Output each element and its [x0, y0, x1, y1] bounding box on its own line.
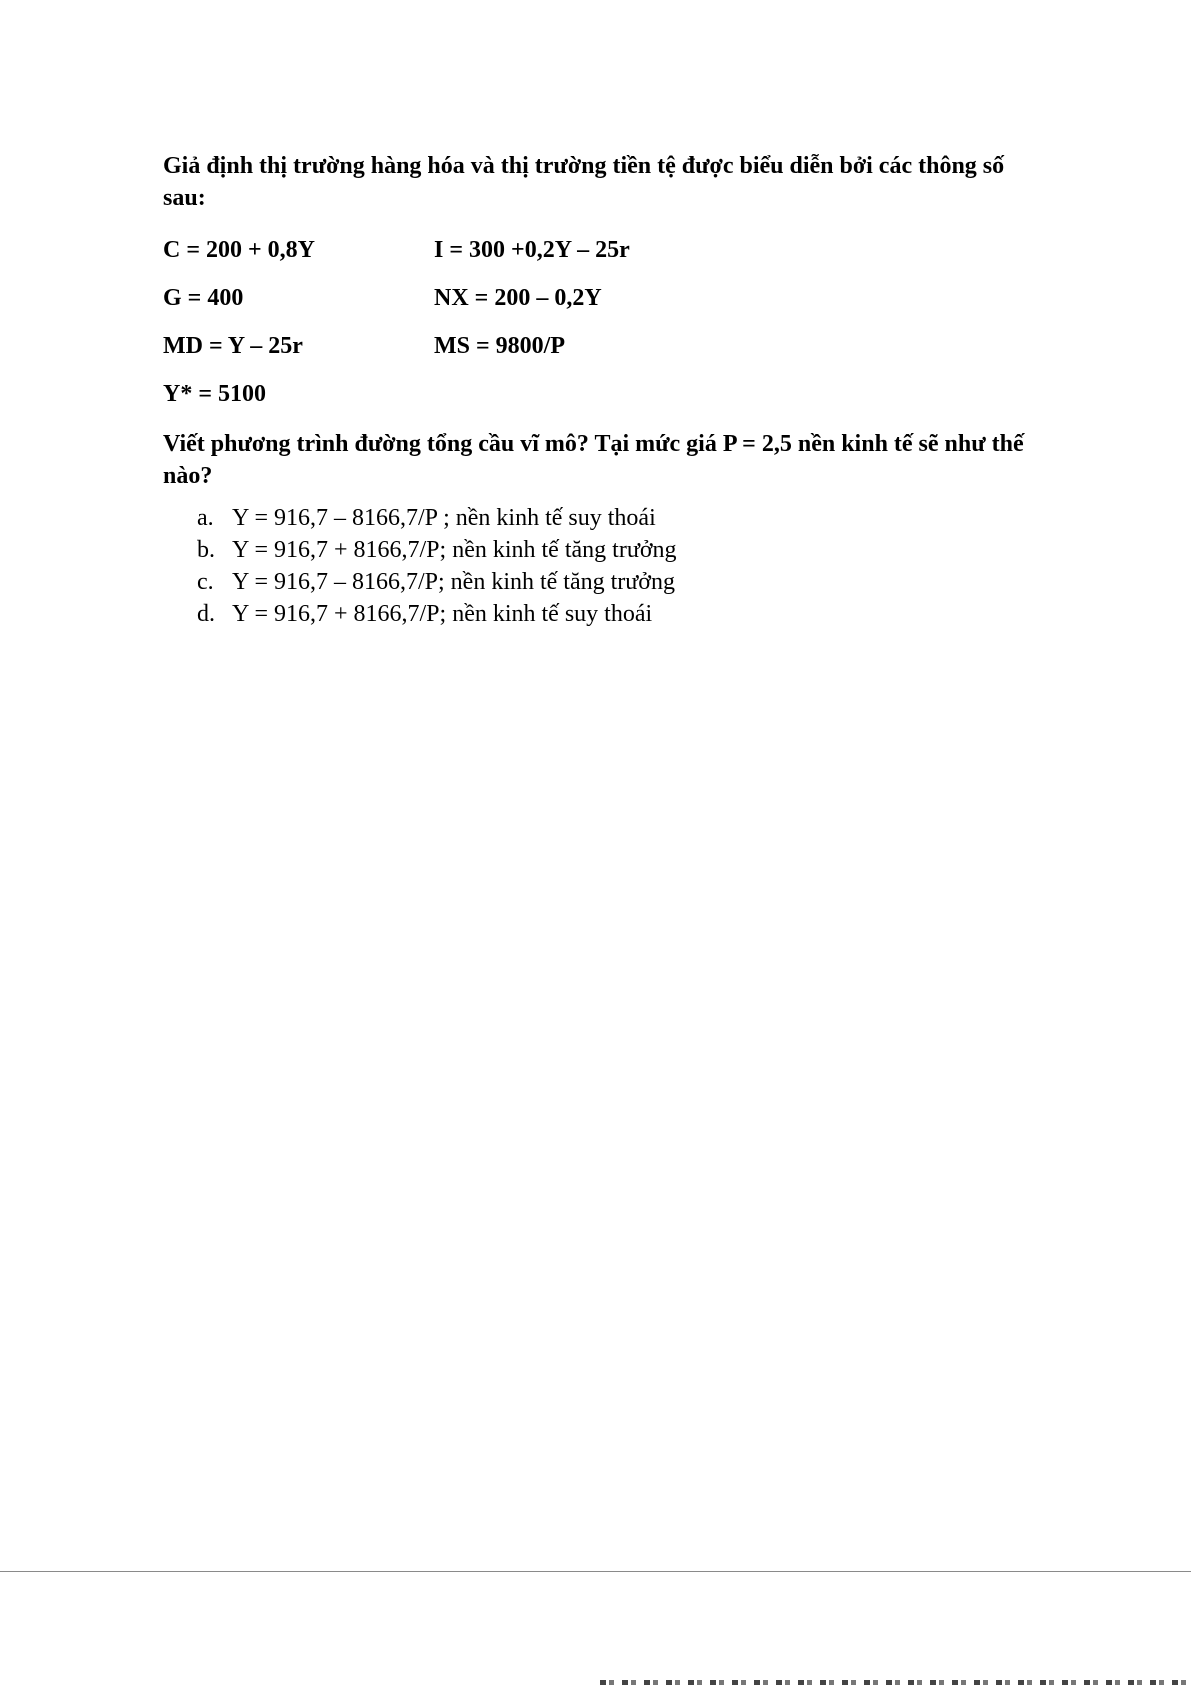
parameter-row	[163, 370, 1043, 418]
page-bottom-artifact	[600, 1680, 1191, 1685]
parameter-money-demand: MD = Y – 25r	[163, 332, 303, 359]
parameter-row	[163, 226, 1043, 274]
option-letter: c.	[197, 569, 214, 595]
option-text: Y = 916,7 – 8166,7/P; nền kinh tế tăng trưởng	[232, 569, 675, 595]
intro-text: Giả định thị trường hàng hóa và thị trường tiền tệ được biểu diễn bởi các thông số sau:	[163, 153, 1005, 211]
question-block	[163, 150, 1043, 630]
option-b[interactable]	[197, 534, 1043, 566]
parameter-row	[163, 274, 1043, 322]
parameter-consumption: C = 200 + 0,8Y	[163, 236, 316, 263]
parameter-row	[163, 322, 1043, 370]
parameter-money-supply: MS = 9800/P	[434, 332, 566, 359]
option-c[interactable]	[197, 566, 1043, 598]
option-letter: a.	[197, 505, 214, 531]
option-a[interactable]	[197, 502, 1043, 534]
question-text: Viết phương trình đường tổng cầu vĩ mô? Tại mức giá P = 2,5 nền kinh tế sẽ như thế nào?	[163, 431, 1024, 489]
page-footer-divider	[0, 1571, 1191, 1572]
option-d[interactable]	[197, 598, 1043, 630]
answer-options	[163, 502, 1043, 630]
option-text: Y = 916,7 + 8166,7/P; nền kinh tế suy thoái	[232, 601, 653, 627]
option-text: Y = 916,7 + 8166,7/P; nền kinh tế tăng trưởng	[232, 537, 677, 563]
parameter-list	[163, 226, 1043, 418]
parameter-government: G = 400	[163, 284, 244, 311]
parameter-net-exports: NX = 200 – 0,2Y	[434, 284, 602, 311]
option-text: Y = 916,7 – 8166,7/P ; nền kinh tế suy thoái	[232, 505, 656, 531]
option-letter: d.	[197, 601, 215, 627]
option-letter: b.	[197, 537, 215, 563]
parameter-potential-output: Y* = 5100	[163, 380, 267, 407]
parameter-investment: I = 300 +0,2Y – 25r	[434, 236, 630, 263]
